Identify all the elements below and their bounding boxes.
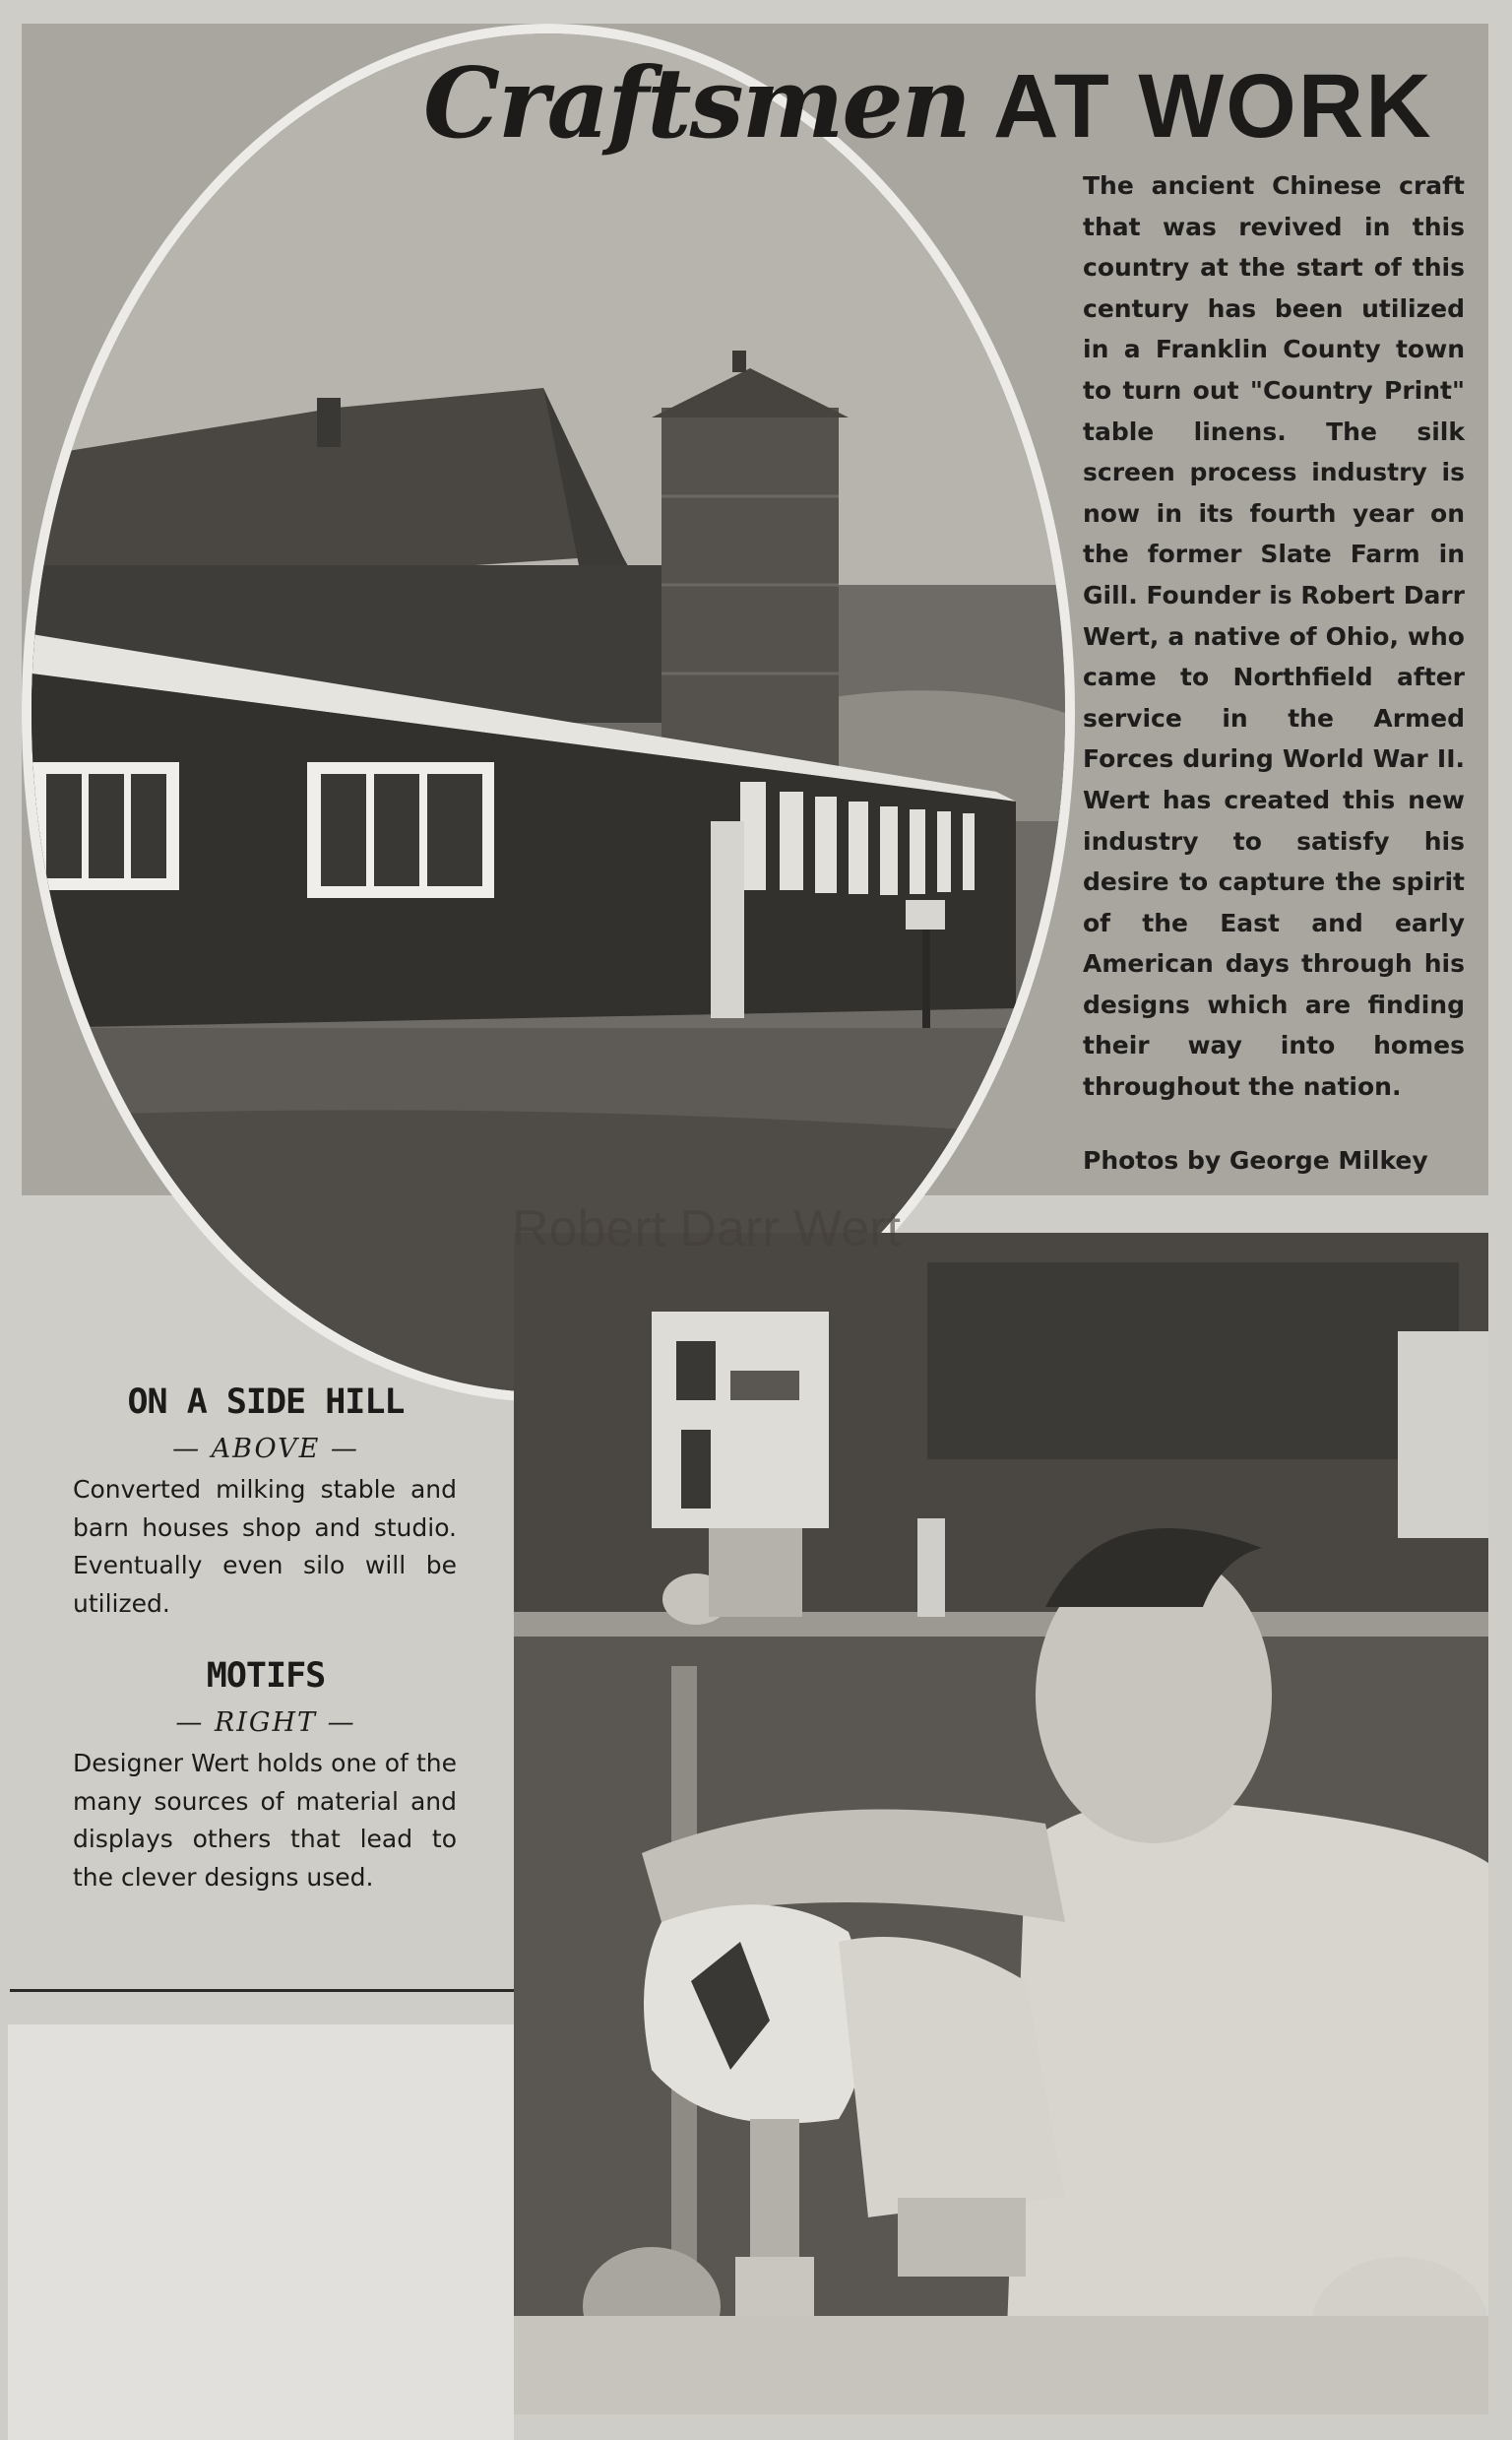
caption-body-motifs: Designer Wert holds one of the many sources of material and displays others that lead to the clever designs used.: [73, 1749, 457, 1892]
caption-heading-side-hill: ON A SIDE HILL: [127, 1382, 405, 1422]
headline-caps: AT WORK: [993, 56, 1433, 157]
headline: [423, 47, 1467, 165]
caption-body-side-hill: Converted milking stable and barn houses shop and studio. Eventually even silo will be utilized.: [73, 1475, 457, 1618]
barn-photo: [22, 24, 1075, 1402]
column-rule: [10, 1989, 514, 1992]
watermark-text: Robert Darr Wert: [512, 1200, 901, 1257]
caption-heading-motifs: MOTIFS: [206, 1656, 326, 1696]
designer-photo: [514, 1233, 1488, 2414]
headline-script: Craftsmen: [423, 47, 971, 161]
caption-direction-above: — ABOVE —: [172, 1434, 359, 1464]
barn-illustration: [32, 33, 1065, 1392]
intro-paragraph: The ancient Chinese craft that was revived in this country at the start of this century has been utilized in a Franklin County town to turn out "Country Print" table linens. The silk screen process industry is now in its fourth year on the former Slate Farm in Gill. Founder is Robert Darr Wert, a native of Ohio, who came to Northfield after service in the Armed Forces during World War II. Wert has created this new industry to satisfy his desire to capture the spirit of the East and early American days through his designs which are finding their way into homes throughout the nation.: [1083, 171, 1465, 1102]
designer-illustration: [514, 1233, 1488, 2414]
photo-credit: Photos by George Milkey: [1083, 1146, 1428, 1175]
blank-paper-area: [8, 2024, 514, 2440]
caption-direction-right: — RIGHT —: [175, 1707, 356, 1738]
